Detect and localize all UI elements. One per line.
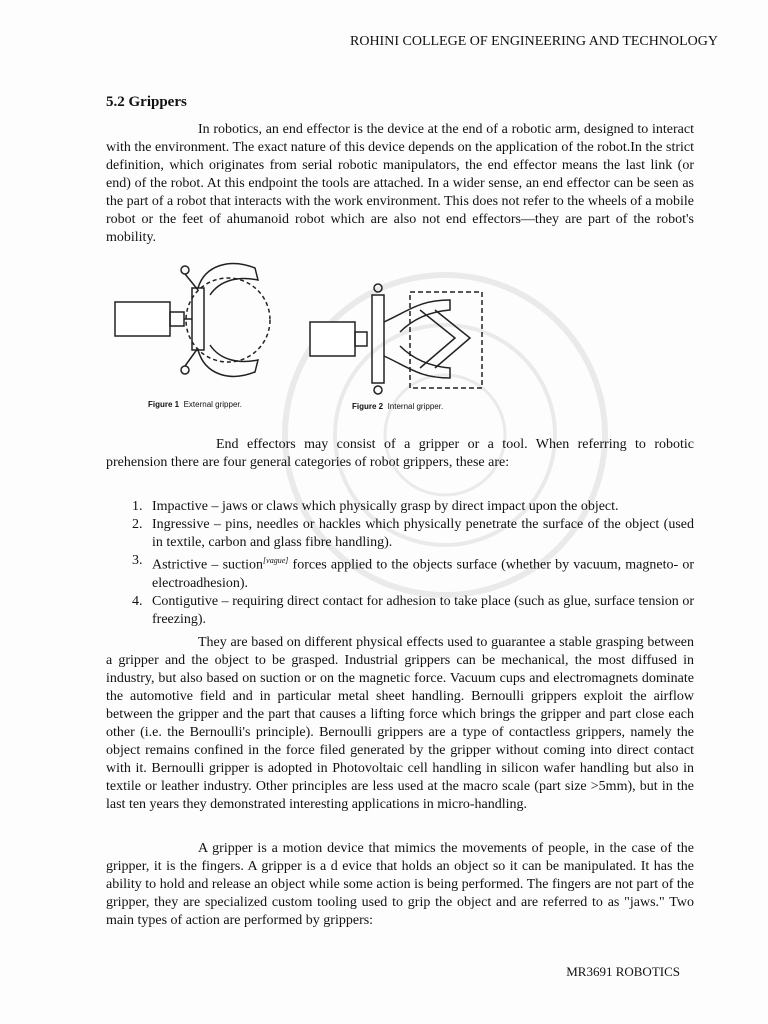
gripper-categories-list xyxy=(106,498,694,629)
list-item: 4. Contigutive – requiring direct contact for adhesion to take place (such as glue, surface tension or freezing). xyxy=(132,593,694,627)
list-item: 3. Astrictive – suction[vague] forces applied to the objects surface (whether by vacuum, magneto- or electroadhesion). xyxy=(132,553,694,591)
list-item: 2. Ingressive – pins, needles or hackles which physically penetrate the surface of the object (used in textile, carbon and glass fibre handling). xyxy=(132,517,694,550)
section-title: 5.2 Grippers xyxy=(106,94,187,110)
paragraph-categories-intro: End effectors may consist of a gripper or a tool. When referring to robotic prehension there are four general categories of robot grippers, these are: xyxy=(106,437,694,470)
external-gripper-drawing xyxy=(115,264,270,377)
paragraph-physical-effects: They are based on different physical effects used to guarantee a stable grasping between a gripper and the object to be grasped. Industrial grippers can be mechanical, the most diffused in industry, but also based on suction or on the magnetic force. Vacuum cups and electromagnets dominate the automotive field and in particular metal sheet handling. Bernoulli grippers exploit the airflow between the gripper and the part that causes a lifting force which brings the gripper and part close each other (i.e. the Bernoulli's principle). Bernoulli grippers are a type of contactless grippers, namely the object remains confined in the force filed generated by the gripper without coming into direct contact with it. Bernoulli gripper is adopted in Photovoltaic cell handling in silicon wafer handling but also in textile or leather industry. Other principles are less used at the macro scale (part size >5mm), but in the last ten years they demonstrated interesting applications in micro-handling. xyxy=(106,635,694,812)
page-footer: MR3691 ROBOTICS xyxy=(566,964,680,979)
gripper-diagrams xyxy=(110,250,490,420)
figure-2-caption: Figure 2 Internal gripper. xyxy=(352,402,444,411)
page-header: ROHINI COLLEGE OF ENGINEERING AND TECHNOLOGY xyxy=(350,34,718,49)
paragraph-gripper-definition: A gripper is a motion device that mimics the movements of people, in the case of the gripper, it is the fingers. A gripper is a d evice that holds an object so it can be manipulated. It has the ability to hold and release an object while some action is being performed. The fingers are not part of the gripper, they are specialized custom tooling used to grip the object and are referred to as "jaws." Two main types of action are performed by grippers: xyxy=(106,841,694,928)
internal-gripper-drawing xyxy=(310,284,482,394)
list-item: 1. Impactive – jaws or claws which physically grasp by direct impact upon the object. xyxy=(132,499,619,514)
vague-tag: [vague] xyxy=(263,556,289,565)
paragraph-end-effector: In robotics, an end effector is the device at the end of a robotic arm, designed to interact with the environment. The exact nature of this device depends on the application of the robot.In the strict definition, which originates from serial robotic manipulators, the end effector means the last link (or end) of the robot. At this endpoint the tools are attached. In a wider sense, an end effector can be seen as the part of a robot that interacts with the work environment. This does not refer to the wheels of a mobile robot or the feet of ahumanoid robot which are also not end effectors—they are part of the robot's mobility. xyxy=(106,122,694,245)
figure-1-caption: Figure 1 External gripper. xyxy=(148,400,242,409)
gripper-figures xyxy=(110,250,490,420)
